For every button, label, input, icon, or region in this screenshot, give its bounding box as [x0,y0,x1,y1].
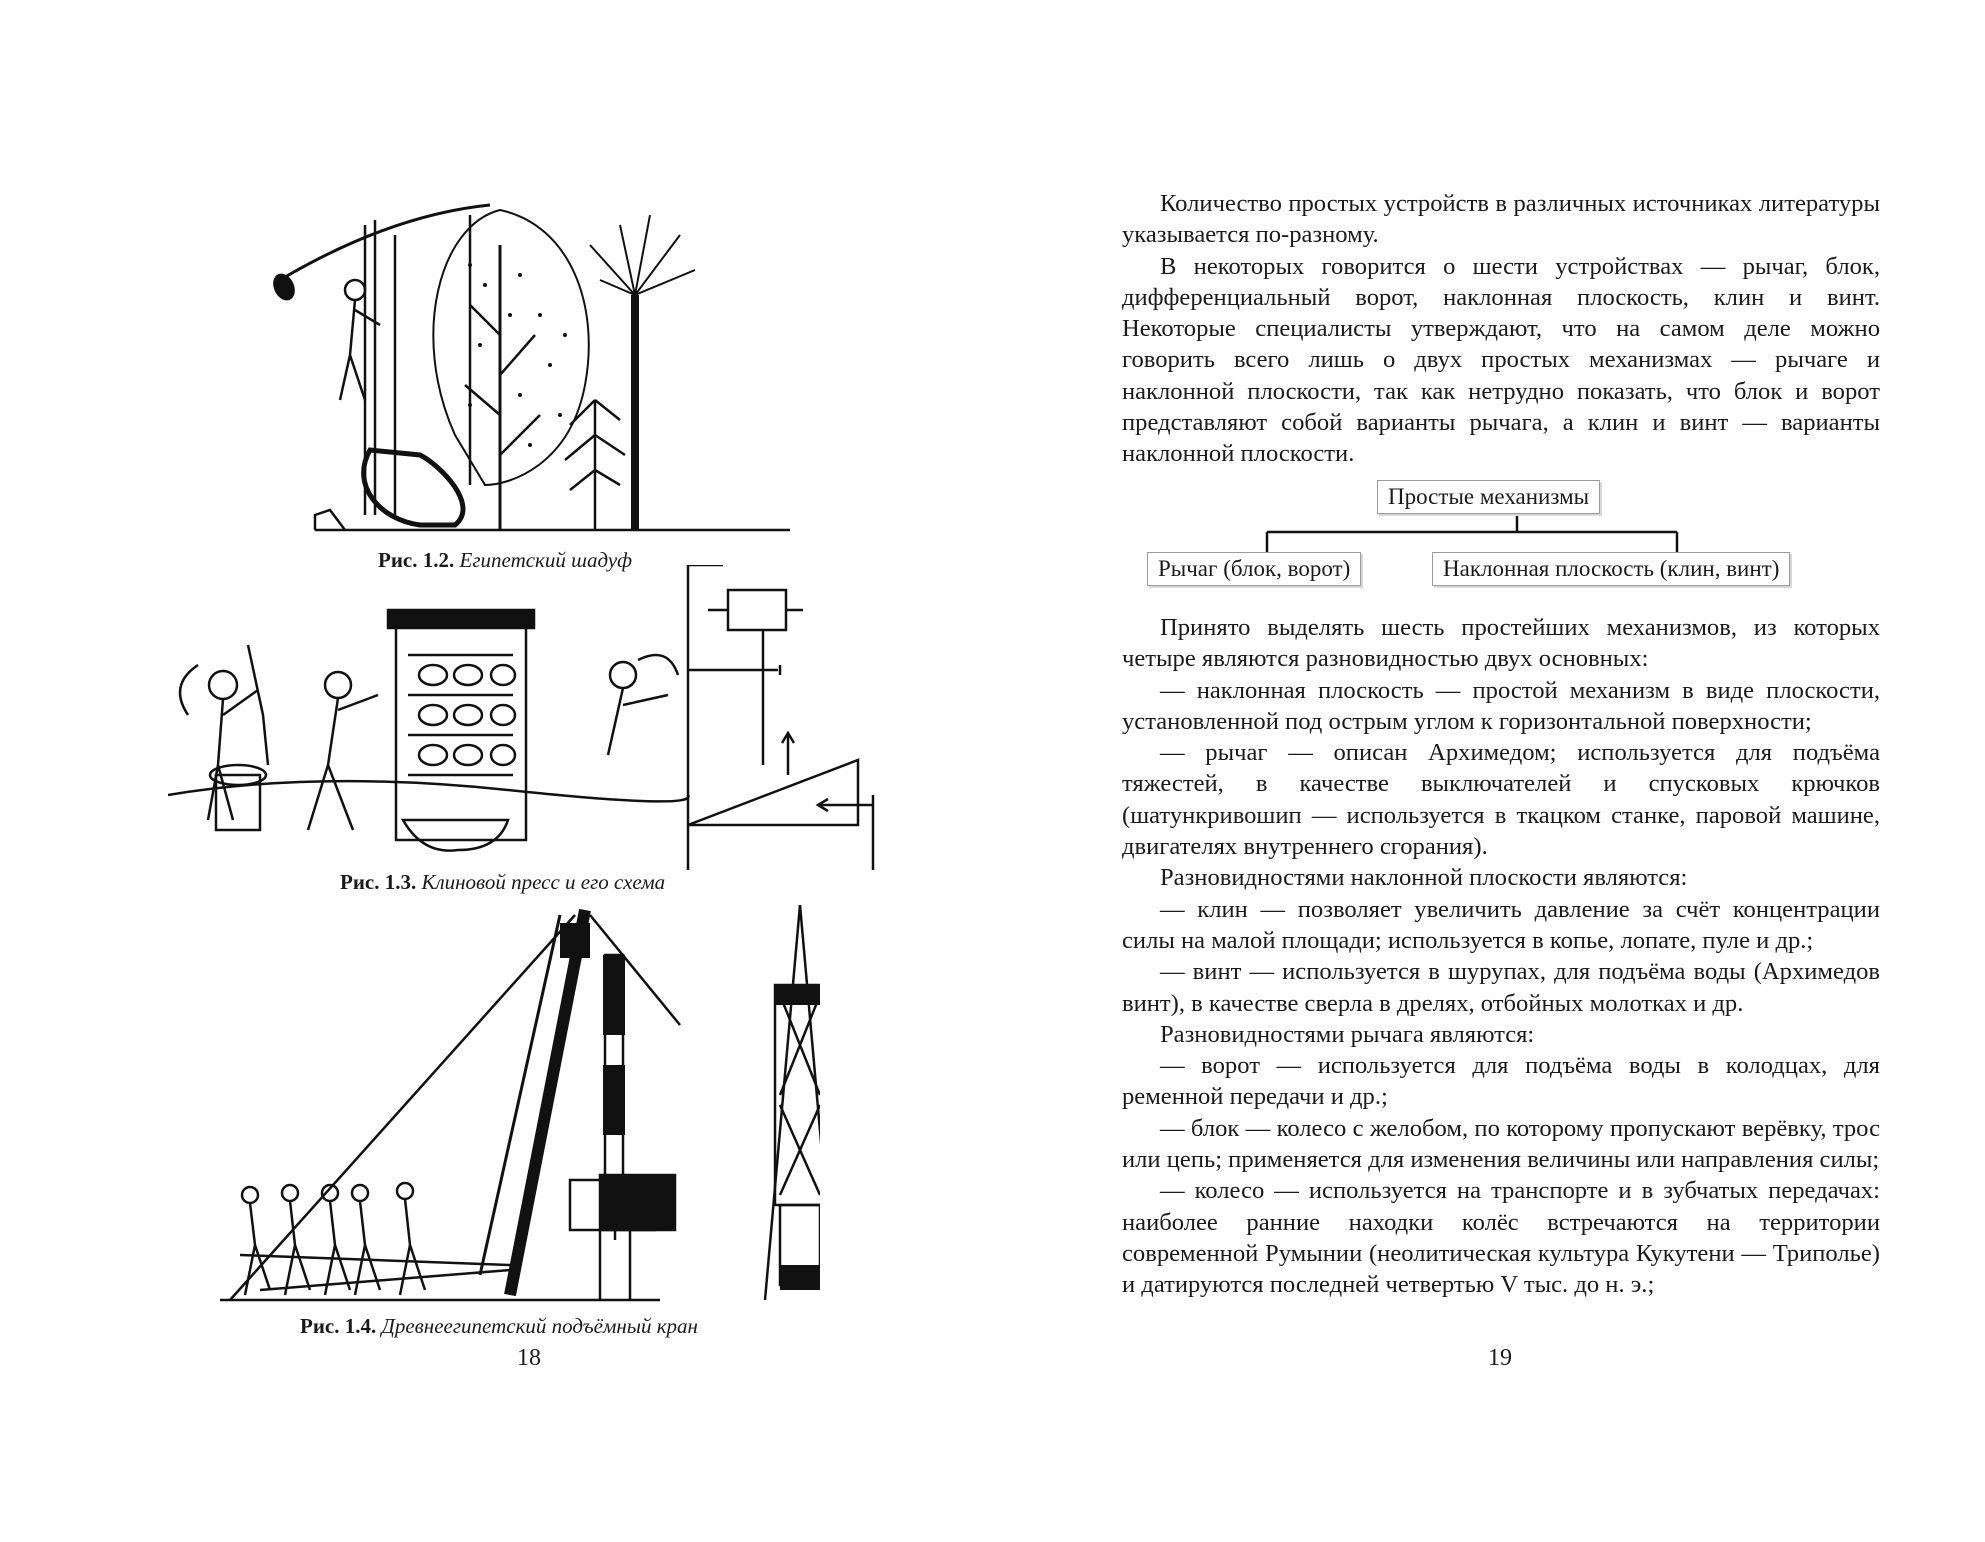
paragraph: Разновидностями рычага являются: [1160,1020,1535,1048]
figure-title: Древнеегипетский подъёмный кран [381,1314,698,1338]
page-number-right: 19 [1488,1345,1512,1371]
paragraph: — колесо — используется на транспорте и в зубчатых передачах: наиболее ранние находки колёс встречаются на территории современной Румынии (неолитическая культура Кукутени — Триполье) и датируются последней четвертью V тыс. до н. э.; [1122,1177,1880,1299]
diagram-root-box: Простые механизмы [1377,480,1600,514]
paragraph: Принято выделять шесть простейших механизмов, из которых четыре являются разновидностью двух основных: [1122,614,1880,673]
figure-title: Клиновой пресс и его схема [421,870,666,894]
paragraph: Разновидностями наклонной плоскости являются: [1160,864,1688,892]
diagram-left-box: Рычаг (блок, ворот) [1147,552,1361,586]
figure-number: Рис. 1.2. [378,548,455,572]
diagram-right-box: Наклонная плоскость (клин, винт) [1432,552,1790,586]
paragraph: — ворот — используется для подъёма воды в колодцах, для ременной передачи и др.; [1122,1052,1880,1111]
intro-text [1122,188,1880,470]
figure-caption-1-4 [300,1314,698,1339]
paragraph: — наклонная плоскость — простой механизм в виде плоскости, установленной под острым углом к горизонтальной поверхности; [1122,676,1880,735]
figure-title: Египетский шадуф [459,548,633,572]
simple-mechanisms-diagram [1122,480,1880,590]
figure-number: Рис. 1.4. [300,1314,377,1338]
page-number-left: 18 [517,1345,541,1371]
shaduf-illustration [270,185,790,535]
figure-number: Рис. 1.3. [340,870,417,894]
paragraph: В некоторых говорится о шести устройствах — рычаг, блок, дифференциальный ворот, наклонная плоскость, клин и винт. Некоторые специалисты утверждают, что на самом деле можно говорить всего лишь о двух простых механизмах — рычаге и наклонной плоскости, так как нетрудно показать, что блок и ворот представляют собой варианты рычага, а клин и винт — варианты наклонной плоскости. [1122,252,1880,468]
wedge-press-illustration [168,565,878,870]
body-text [1122,612,1880,1301]
paragraph: — клин — позволяет увеличить давление за счёт концентрации силы на малой площади; используется в копье, лопате, пуле и др.; [1122,895,1880,954]
crane-illustration [220,895,820,1305]
paragraph: Количество простых устройств в различных источниках литературы указывается по-разному. [1122,190,1880,249]
paragraph: — винт — используется в шурупах, для подъёма воды (Архимедов винт), в качестве сверла в дрелях, отбойных молотках и др. [1122,958,1880,1017]
right-page [1000,0,1985,1542]
paragraph: — рычаг — описан Архимедом; используется для подъёма тяжестей, в качестве выключателей и спусковых крючков (шатункривошип — используется в ткацком станке, паровой машине, двигателях внутреннего сгорания). [1122,739,1880,861]
figure-caption-1-3 [340,870,665,895]
paragraph: — блок — колесо с желобом, по которому пропускают верёвку, трос или цепь; применяется для изменения величины или направления силы; [1122,1114,1880,1174]
